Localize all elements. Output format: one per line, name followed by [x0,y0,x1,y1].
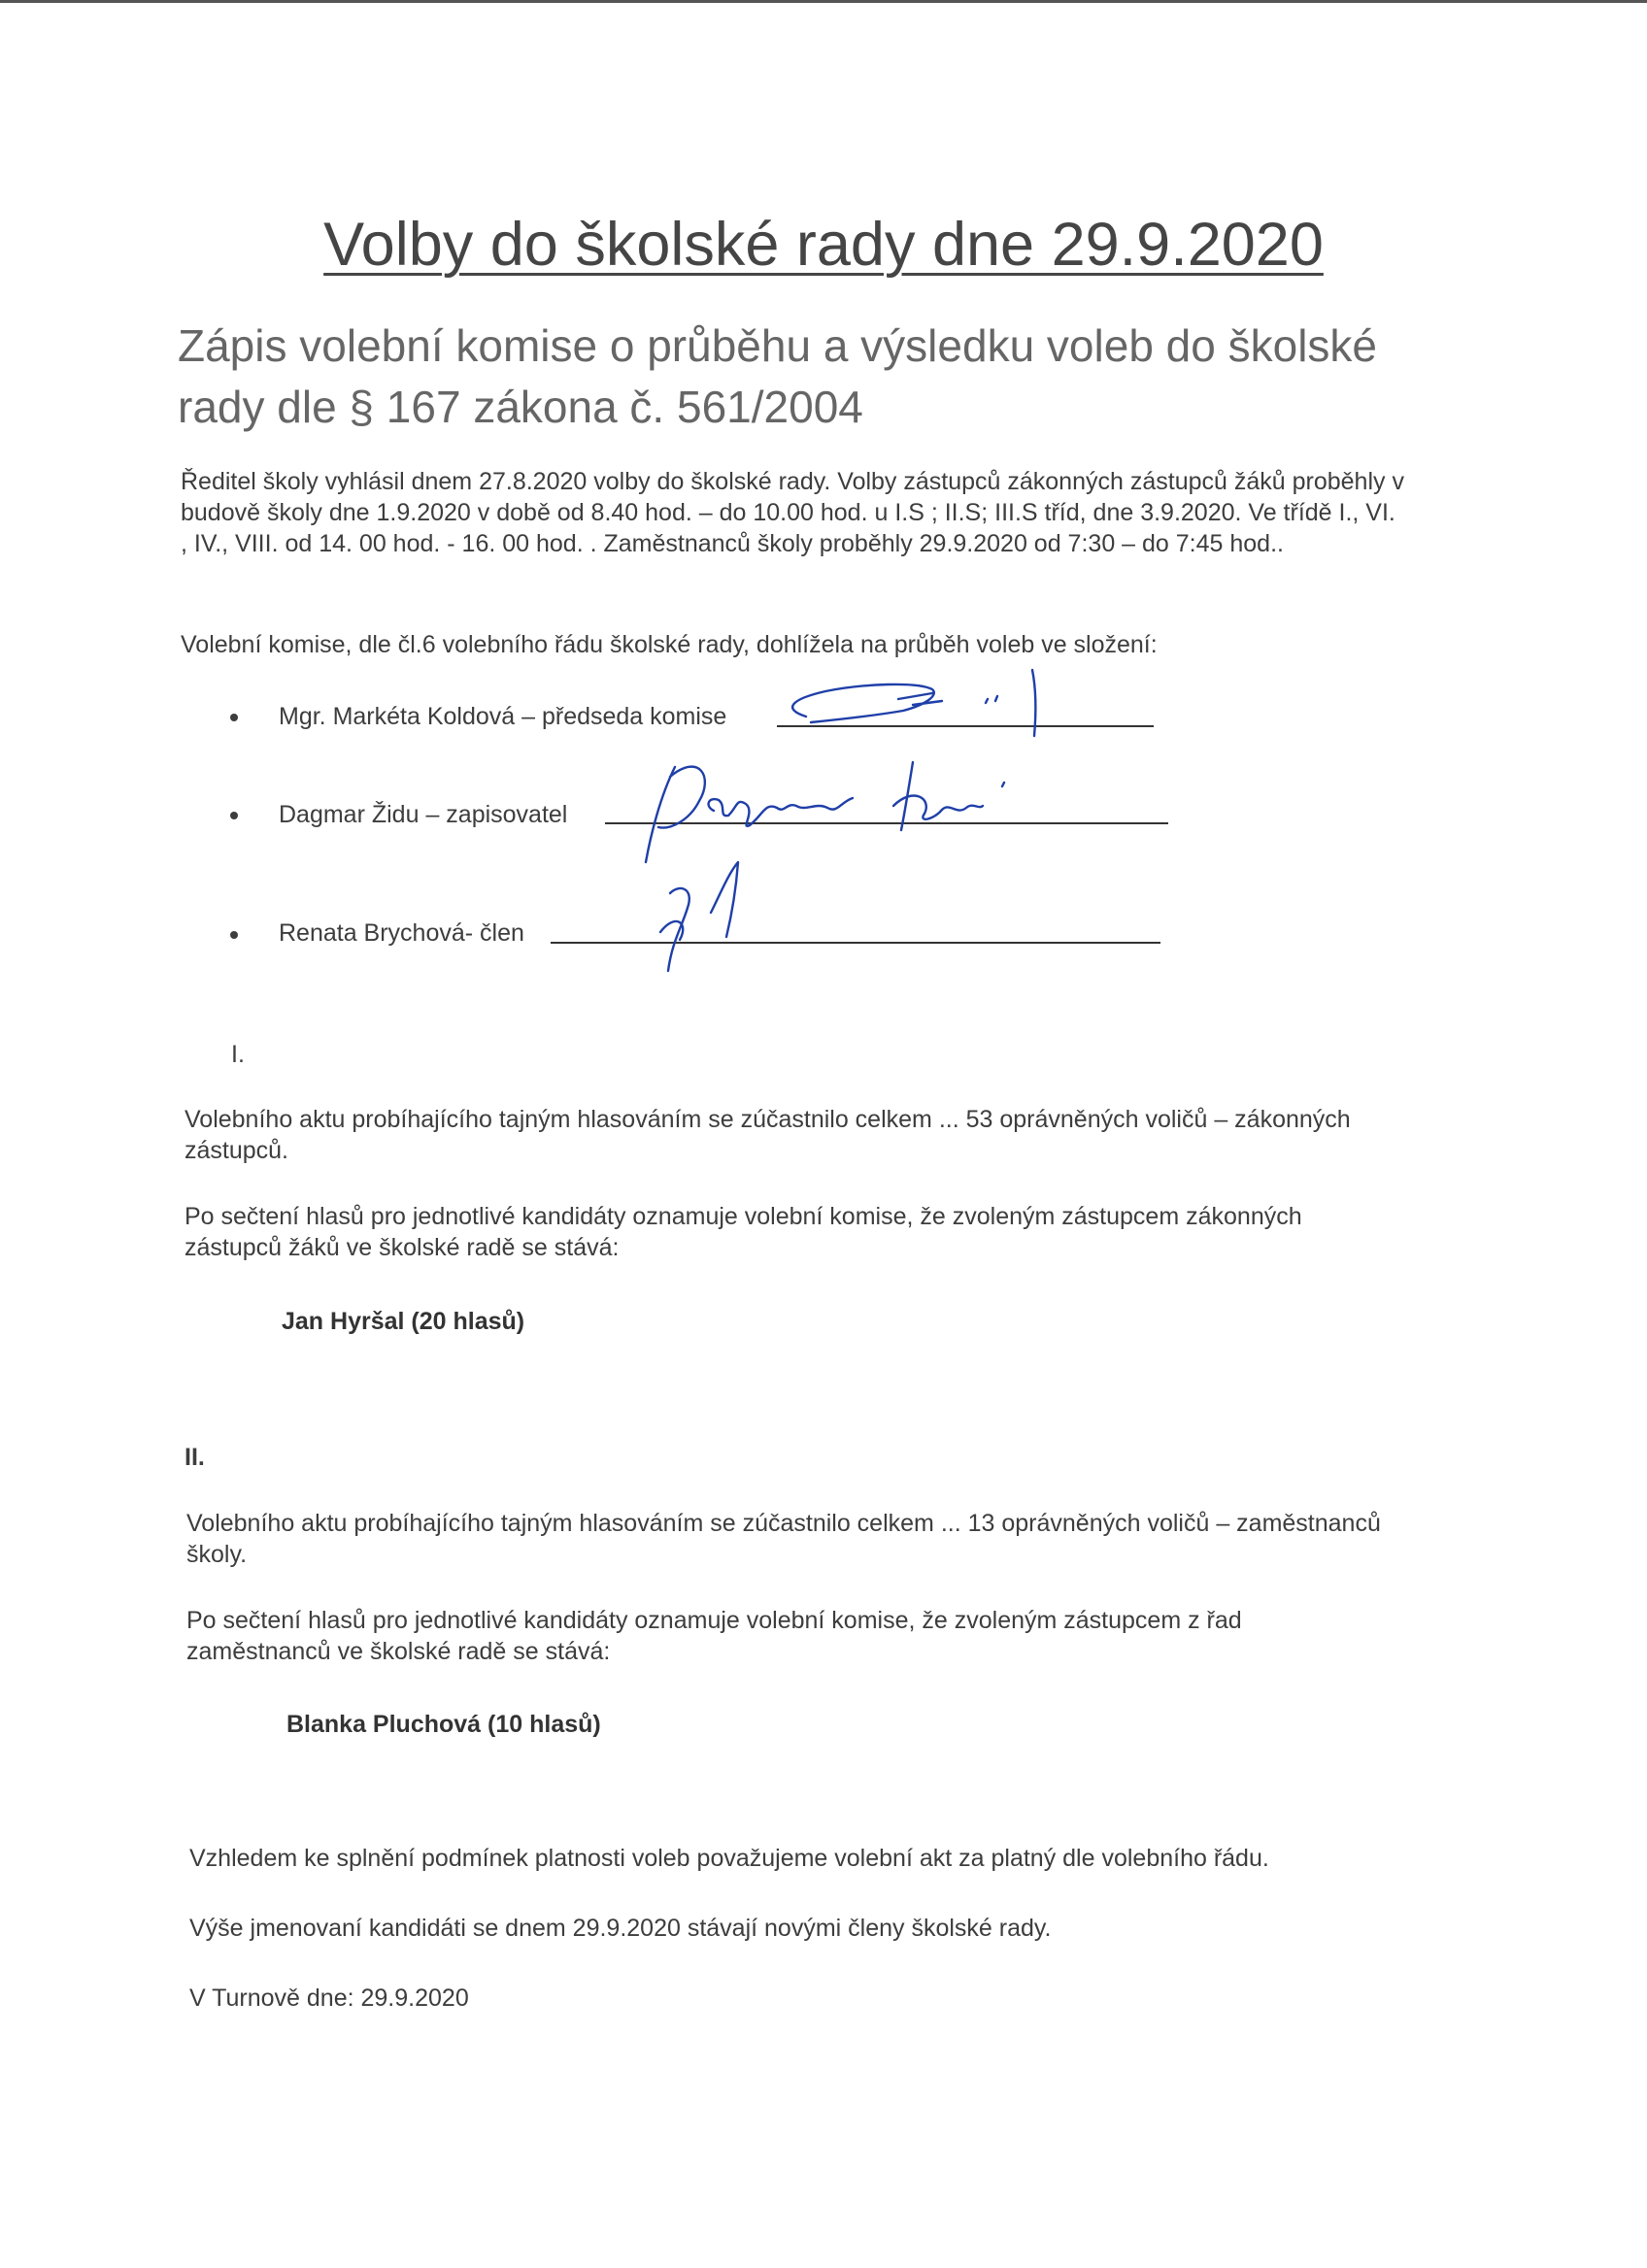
member-member: Renata Brychová- člen [279,919,524,947]
section-2-turnout: Volebního aktu probíhajícího tajným hlasováním se zúčastnilo celkem ... 13 oprávněných voličů – zaměstnanců školy. [186,1510,1381,1568]
intro-paragraph: Ředitel školy vyhlásil dnem 27.8.2020 volby do školské rady. Volby zástupců zákonných zástupců žáků proběhly v budově školy dne 1.9.2020 v době od 8.40 hod. – do 10.00 hod. u I.S ; II.S; III.S tříd, dne 3.9.2020. Ve třídě I., VI. , IV., VIII. od 14. 00 hod. - 16. 00 hod. . Zaměstnanců školy proběhly 29.9.2020 od 7:30 – do 7:45 hod.. [181,468,1404,557]
commission-intro: Volební komise, dle čl.6 volebního řádu školské rady, dohlížela na průběh voleb ve složení: [181,631,1158,658]
signature-chair [772,660,1063,738]
document-subtitle: Zápis volební komise o průběhu a výsledku voleb do školské rady dle § 167 zákona č. 561/2004 [178,320,1378,432]
member-chair: Mgr. Markéta Koldová – předseda komise [279,703,727,730]
bullet-1 [230,714,238,721]
place-and-date: V Turnově dne: 29.9.2020 [189,1984,469,2012]
scan-edge [0,0,1647,3]
section-1-announcement: Po sečtení hlasů pro jednotlivé kandidáty oznamuje volební komise, že zvoleným zástupcem zákonných zástupců žáků ve školské radě se stává: [185,1203,1302,1261]
new-members-statement: Výše jmenovaní kandidáti se dnem 29.9.2020 stávají novými členy školské rady. [189,1915,1052,1942]
section-1-numeral: I. [231,1041,245,1068]
section-2-winner: Blanka Pluchová (10 hlasů) [286,1711,601,1738]
signature-line-member[interactable] [551,942,1160,944]
member-recorder: Dagmar Židu – zapisovatel [279,801,568,828]
signature-member [651,854,767,981]
section-2-announcement: Po sečtení hlasů pro jednotlivé kandidáty oznamuje volební komise, že zvoleným zástupcem z řad zaměstnanců ve školské radě se stává: [186,1607,1242,1665]
bullet-3 [230,931,238,939]
section-1-turnout: Volebního aktu probíhajícího tajným hlasováním se zúčastnilo celkem ... 53 oprávněných voličů – zákonných zástupců. [185,1106,1351,1164]
section-1-winner: Jan Hyršal (20 hlasů) [282,1308,525,1335]
document-title: Volby do školské rady dne 29.9.2020 [323,211,1324,279]
bullet-2 [230,812,238,819]
section-2-numeral: II. [185,1444,205,1471]
validity-statement: Vzhledem ke splnění podmínek platnosti voleb považujeme volební akt za platný dle volebního řádu. [189,1845,1269,1872]
signature-recorder [622,738,1049,864]
